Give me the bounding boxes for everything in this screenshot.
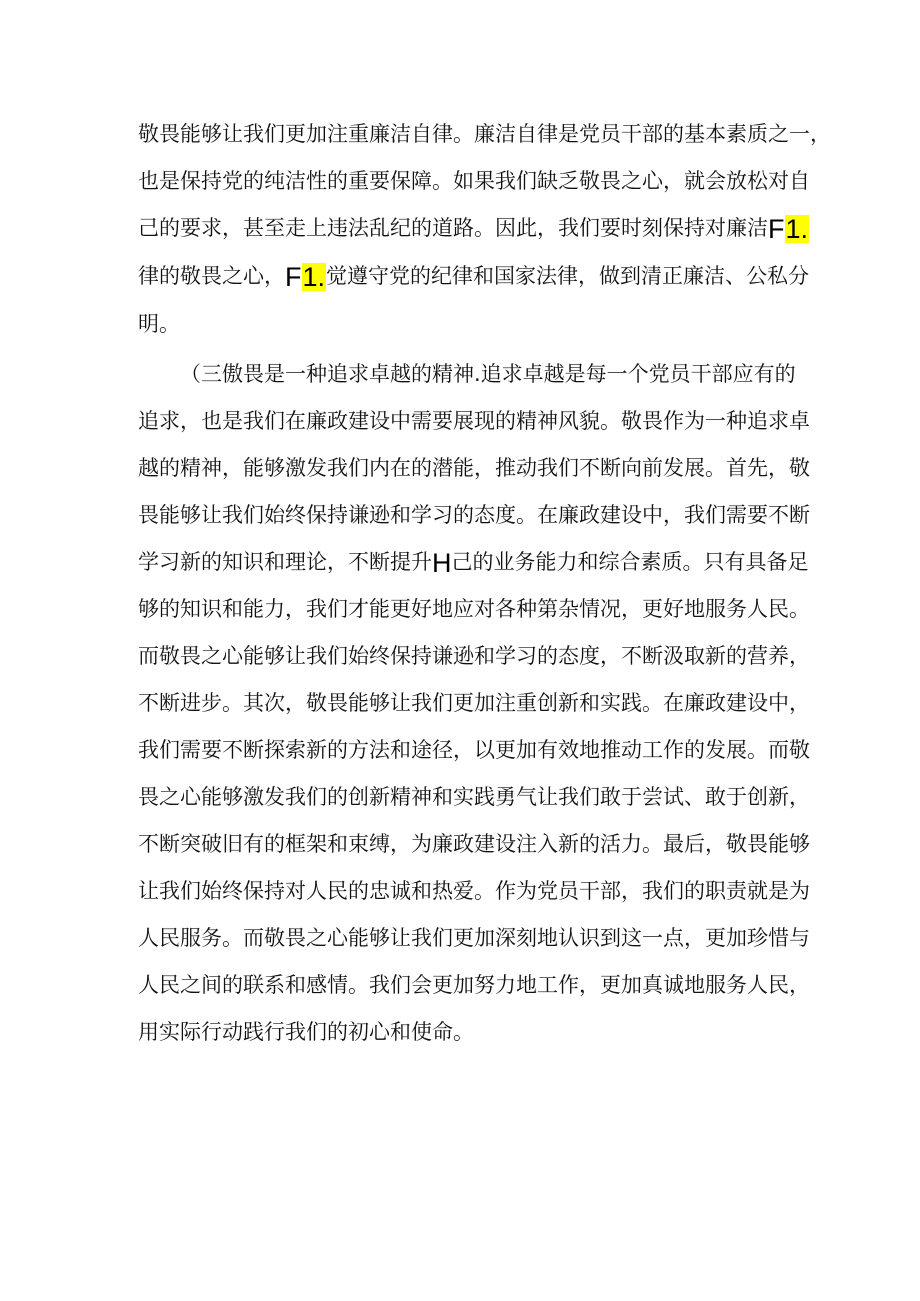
- paragraph-2-line-4: 畏能够让我们始终保持谦逊和学习的态度。在廉政建设中，我们需要不断: [138, 503, 810, 527]
- paragraph-2-line-1: （三傲畏是一种追求卓越的精神.追求卓越是每一个党员干部应有的: [180, 362, 796, 386]
- paragraph-2-line-8: 不断进步。其次，敬畏能够让我们更加注重创新和实践。在廉政建设中，: [138, 691, 810, 715]
- paragraph-1-line-5: 明。: [138, 312, 180, 336]
- paragraph-1-line-4-text-a: 律的敬畏之心，: [138, 264, 285, 288]
- paragraph-2-line-12: 让我们始终保持对人民的忠诚和热爱。作为党员干部，我们的职责就是为: [138, 879, 810, 903]
- paragraph-1-line-4: [138, 261, 809, 291]
- paragraph-2-line-13: 人民服务。而敬畏之心能够让我们更加深刻地认识到这一点，更加珍惜与: [138, 926, 810, 950]
- paragraph-2-line-15: 用实际行动践行我们的初心和使命。: [138, 1020, 474, 1044]
- paragraph-2-line-9: 我们需要不断探索新的方法和途径，以更加有效地推动工作的发展。而敬: [138, 738, 810, 762]
- paragraph-2-line-10: 畏之心能够激发我们的创新精神和实践勇气让我们敢于尝试、敢于创新，: [138, 785, 810, 809]
- paragraph-2-line-7: 而敬畏之心能够让我们始终保持谦逊和学习的态度，不断汲取新的营养，: [138, 644, 810, 668]
- paragraph-1-line-3-text: 己的要求，甚至走上违法乱纪的道路。因此，我们要时刻保持对廉洁: [138, 216, 768, 240]
- paragraph-2-line-5-text-b: 己的业务能力和综合素质。只有具备足: [451, 550, 809, 574]
- ocr-artifact-f-letter: F: [768, 214, 785, 244]
- paragraph-2-line-2: 追求，也是我们在廉政建设中需要展现的精神风貌。敬畏作为一种追求卓: [138, 409, 810, 433]
- highlighted-ocr-artifact: 1.: [785, 214, 809, 244]
- ocr-artifact-f-letter: F: [285, 262, 302, 292]
- paragraph-2-line-14: 人民之间的联系和感情。我们会更加努力地工作，更加真诚地服务人民，: [138, 973, 810, 997]
- paragraph-1-line-4-text-b: 觉遵守党的纪律和国家法律，做到清正廉洁、公私分: [326, 264, 810, 288]
- paragraph-2-line-5-text-a: 学习新的知识和理论，不断提升: [138, 550, 432, 574]
- paragraph-1-line-1: 敬畏能够让我们更加注重廉洁自律。廉洁自律是党员干部的基本素质之一，: [138, 122, 831, 146]
- ocr-artifact-h-letter: H: [432, 548, 452, 578]
- paragraph-1-line-3: [138, 213, 809, 243]
- paragraph-2-line-11: 不断突破旧有的框架和束缚，为廉政建设注入新的活力。最后，敬畏能够: [138, 832, 810, 856]
- paragraph-1-line-2: 也是保持党的纯洁性的重要保障。如果我们缺乏敬畏之心，就会放松对自: [138, 169, 810, 193]
- paragraph-2-line-6: 够的知识和能力，我们才能更好地应对各种第杂情况，更好地服务人民。: [138, 597, 810, 621]
- paragraph-2-line-5: [138, 547, 809, 577]
- paragraph-2-line-3: 越的精神，能够激发我们内在的潜能，推动我们不断向前发展。首先，敬: [138, 456, 810, 480]
- highlighted-ocr-artifact: 1.: [302, 262, 326, 292]
